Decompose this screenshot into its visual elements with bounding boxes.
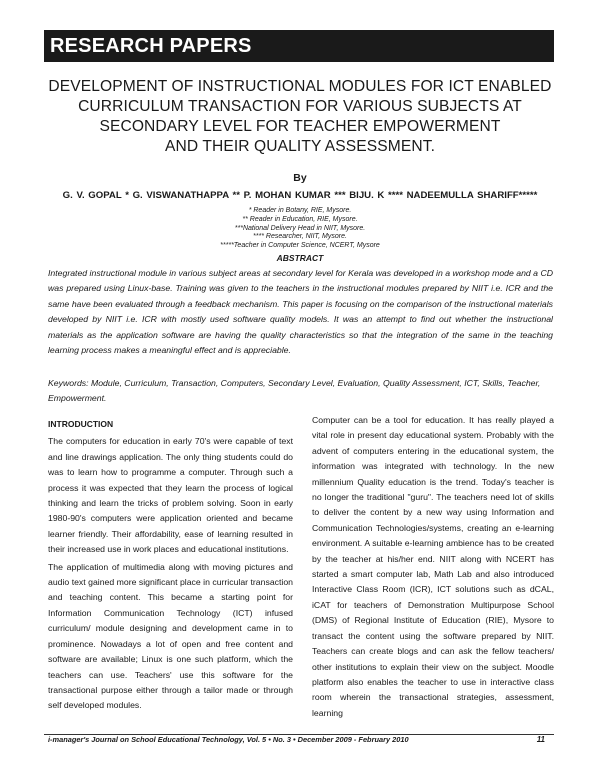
title-line: SECONDARY LEVEL FOR TEACHER EMPOWERMENT: [99, 118, 501, 135]
affiliation: ***National Delivery Head in NIIT, Mysore.: [234, 224, 366, 232]
paper-title: [40, 77, 560, 157]
abstract-heading: ABSTRACT: [276, 253, 324, 263]
section-banner: RESEARCH PAPERS: [44, 30, 554, 62]
body-paragraph: Computer can be a tool for education. It has really played a vital role in present day educational system. Probably with the advent of computers entering in the educational system, the information was integrated with technology. In the new millennium Quality education is the trend. Today's teacher is no longer the traditional "guru". The teachers need lot of skills to deliver the content by a new way using Information and Communication Technologies/systems, creating an e-learning environment. A suitable e-learning ambience has to be created by the teacher at his/her end. NIIT along with NCERT has started a smart computer lab, Math Lab and also introduced Interactive Class Room (ICR), ICT solutions such as dCAL, iCAT for teachers of Demonstration Multipurpose School (DMS) of Regional Institute of Education (RIE), Mysore to transact the content using the software prepared by NIIT. Teachers can create blogs and can ask the fellow teachers/ other institutions to explain their view on the subject. Moodle platform also enables the teacher to use in interactive class room wherein the transactional strategies, assessment, learning: [312, 415, 554, 718]
section-heading-introduction: INTRODUCTION: [48, 419, 114, 429]
affiliation: * Reader in Botany, RIE, Mysore.: [248, 207, 352, 214]
journal-footer: i-manager's Journal on School Educational Technology, Vol. 5 • No. 3 • December 2009 - February 2010: [48, 735, 409, 744]
page-number: 11: [536, 735, 545, 744]
affiliations: [0, 207, 600, 251]
affiliation: **** Researcher, NIIT, Mysore.: [253, 233, 347, 241]
right-column: [312, 413, 554, 723]
left-column: [48, 417, 293, 716]
by-label: By: [293, 172, 307, 184]
authors-line: G. V. GOPAL * G. VISWANATHAPPA ** P. MOHAN KUMAR *** BIJU. K **** NADEEMULLA SHARIFF*****: [62, 190, 538, 201]
body-paragraph: The computers for education in early 70's were capable of text and line drawings application. The only thing students could do was to learn how to programme a computer. Through such a process it was expected that they learn the process of logical thinking and learn the tricks of problem solving. Soon in early 1980-90's computers were application oriented and became learner friendly. Their affordability, ease of learning resulted in their increased use in work places and educational institutions.: [48, 436, 293, 555]
title-line: AND THEIR QUALITY ASSESSMENT.: [164, 138, 436, 155]
abstract-text: Integrated instructional module in various subject areas at secondary level for Kerala was developed in a workshop mode and a CD was prepared using Linux-base. Training was given to the teachers in the instructional modules prepared by NIIT i.e. ICR and the same have been evaluated through a feedback mechanism. This paper is focusing on the comparison of the instructional materials developed by NIIT i.e. ICR with mostly used software quality models. It was an attempt to find out whether the instructional materials as the application software are having the quality characteristics so that the integration of the same in the teaching learning process makes a meaningful effect and is appreciable.: [48, 268, 553, 356]
affiliation: ** Reader in Education, RIE, Mysore.: [242, 215, 358, 223]
keywords: Keywords: Module, Curriculum, Transaction, Computers, Secondary Level, Evaluation, Quality Assessment, ICT, Skills, Teacher, Empowerment.: [48, 378, 541, 404]
body-paragraph: The application of multimedia along with moving pictures and audio text gained more significant place in curricular transaction and teaching content. This became a starting point for Information Communication Technology (ICT) infused curriculum/ module designing and development came in to prominence. Nowadays a lot of open and free content and software are available; Linux is one such platform, which the teachers can use. Teachers' use this software for the transactional purpose either through a tailor made or through self developed modules.: [48, 561, 293, 711]
affiliation: *****Teacher in Computer Science, NCERT, Mysore: [220, 242, 380, 250]
title-line: DEVELOPMENT OF INSTRUCTIONAL MODULES FOR ICT ENABLED: [48, 78, 552, 95]
title-line: CURRICULUM TRANSACTION FOR VARIOUS SUBJECTS AT: [78, 98, 522, 115]
